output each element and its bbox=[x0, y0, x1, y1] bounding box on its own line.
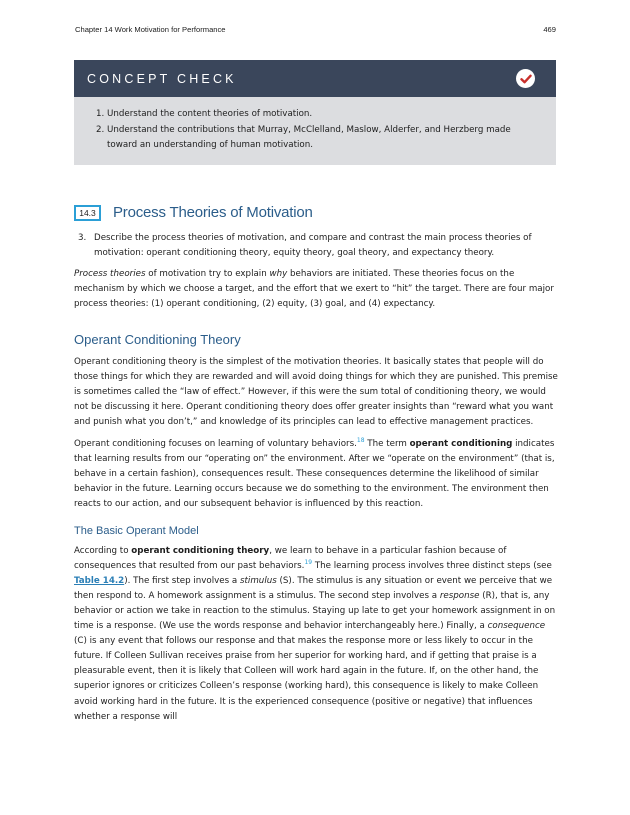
term-stimulus: stimulus bbox=[240, 575, 277, 586]
operant-paragraph-2 bbox=[74, 437, 558, 512]
text-run: The term bbox=[364, 439, 410, 450]
concept-check-body bbox=[74, 97, 556, 165]
term-response: response bbox=[439, 590, 480, 601]
page-number: 469 bbox=[543, 25, 556, 34]
concept-check-header bbox=[74, 60, 556, 97]
term-consequence: consequence bbox=[487, 621, 546, 632]
text-run: Operant conditioning focuses on learning of voluntary behaviors. bbox=[74, 439, 357, 450]
term-process-theories: Process theories bbox=[74, 269, 146, 280]
objective-number: 3. bbox=[78, 233, 87, 243]
running-header bbox=[75, 25, 556, 34]
text-run: The learning process involves three distinct steps (see bbox=[312, 560, 552, 571]
intro-paragraph bbox=[74, 267, 558, 312]
concept-check-list bbox=[91, 107, 538, 154]
key-term-operant-conditioning: operant conditioning bbox=[409, 439, 513, 450]
section-heading bbox=[74, 204, 313, 221]
text-run: indicates that learning results from our “operating on” the environment. After we “operate on the environment” (that is, behave in a certain fashion), consequences result. These consequences determine the likelihood of similar behavior in the future. Learning occurs because we do something to the environment. The environment then reacts to our action, and our subsequent behavior is influenced by this reaction. bbox=[74, 439, 555, 510]
section-number-badge: 14.3 bbox=[74, 205, 101, 221]
table-14-2-link[interactable]: Table 14.2 bbox=[74, 575, 125, 586]
text-run: behaviors are initiated. These theories focus on the mechanism by which we choose a target, and the effort that we exert to “hit” the target. There are four major process theories: (1) operant conditioning, (2) equity, (3) goal, and (4) expectancy. bbox=[74, 269, 554, 310]
check-circle-icon bbox=[516, 69, 535, 88]
footnote-ref-18[interactable]: 18 bbox=[356, 437, 365, 445]
chapter-title: Chapter 14 Work Motivation for Performance bbox=[75, 25, 226, 34]
key-term-operant-conditioning-theory: operant conditioning theory bbox=[131, 545, 270, 556]
text-run: (C) is any event that follows our response and that makes the response more or less likely to occur in the future. If Colleen Sullivan receives praise from her superior for working hard, and if getting that praise is a pleasurable event, then it is likely that Colleen will work hard again in the future. If, on the other hand, the superior ignores or criticizes Colleen’s response (working hard), this consequence is likely to make Colleen avoid working hard in the future. It is the experienced consequence (positive or negative) that influences whether a response will bbox=[74, 636, 539, 722]
main-content bbox=[74, 231, 558, 732]
text-run: According to bbox=[74, 545, 132, 556]
subheading-operant-conditioning: Operant Conditioning Theory bbox=[74, 332, 241, 348]
concept-check-item: 2. Understand the contributions that Murray, McClelland, Maslow, Alderfer, and Herzberg made toward an understanding of human motivation. bbox=[107, 123, 538, 154]
text-run: of motivation try to explain bbox=[145, 269, 270, 280]
operant-paragraph-1: Operant conditioning theory is the simplest of the motivation theories. It basically states that people will do those things for which they are rewarded and will avoid doing things for which they are punished. This premise is sometimes called the “law of effect.” However, if this were the sum total of conditioning theory, we would not be discussing it here. Operant conditioning theory does offer greater insights than “reward what you want and punish what you don’t,” and knowledge of its principles can lead to effective management practices. bbox=[74, 356, 558, 427]
subheading-basic-operant-model: The Basic Operant Model bbox=[74, 524, 199, 537]
text-run: ). The first step involves a bbox=[124, 575, 240, 586]
section-title: Process Theories of Motivation bbox=[113, 204, 313, 221]
concept-check-item: 1. Understand the content theories of motivation. bbox=[107, 107, 538, 123]
emphasis-why: why bbox=[269, 269, 288, 280]
text-run: , we learn to behave in a particular fashion because of consequences that resulted from our past behaviors. bbox=[74, 545, 507, 571]
objective-text: Describe the process theories of motivation, and compare and contrast the main process theories of motivation: operant conditioning theory, equity theory, goal theory, and expectancy theory. bbox=[94, 233, 532, 259]
text-run: (R), that is, any behavior or action we take in reaction to the stimulus. Staying up late to get your homework assignment in on time is a response. (We use the words response and behavior interchangeably here.) Finally, a bbox=[74, 590, 556, 632]
text-run: (S). The stimulus is any situation or event we perceive that we then respond to. A homework assignment is a stimulus. The second step involves a bbox=[74, 575, 553, 601]
concept-check-box bbox=[74, 60, 556, 165]
concept-check-title: CONCEPT CHECK bbox=[87, 71, 237, 86]
learning-objective bbox=[74, 231, 558, 261]
footnote-ref-19[interactable]: 19 bbox=[304, 558, 313, 566]
basic-model-paragraph bbox=[74, 544, 558, 725]
